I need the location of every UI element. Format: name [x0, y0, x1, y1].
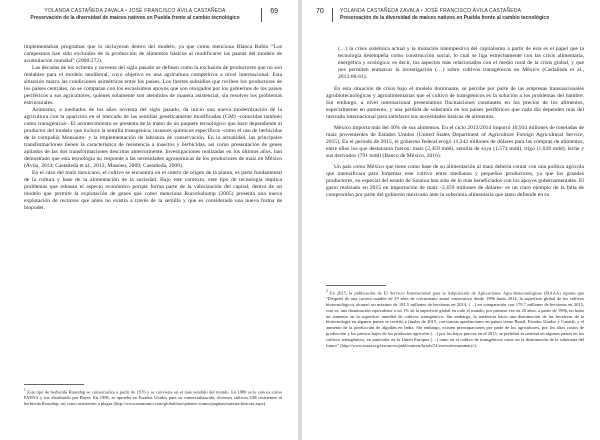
header-subtitle: Preservación de la diversidad de maíces nativos en Puebla frente al cambio tecnológico [340, 15, 550, 21]
left-page-body [24, 44, 282, 212]
paragraph: Asimismo, a mediados de los años noventa del siglo pasado, da inicio una nueva modernización de la agricultura con la aparición en el mercado de las semillas genéticamente modificadas (GM) -conocidas también como transgénicas-. El acontecimiento se presenta de la mano de un paquete tecnológico que hace dependiente al productor del modelo que incluye la semilla transgénica, insumos químicos específicos -como el uso de herbicidas de la compañía Monsanto- y la implementación de labranza de conservación. En la actualidad, las principales transformaciones tienen la característica de resistencia a insectos y herbicidas, así como presentación de genes apilados de las dos transformaciones descritas anteriormente. Investigaciones realizadas en los últimos años, han demostrado que esta tecnología no responde a las necesidades agronómicas de los productores de maíz en México (Ávila, 2014; Castañeda et al., 2013; Massieu, 2009; Castañeda, 2009). [24, 107, 282, 169]
paragraph: En el caso del maíz mexicano, el cultivo se encuentra en el centro de origen de la planta, es parte fundamental de la cultura y base de la alimentación de la sociedad. Bajo este contexto, este tipo de tecnología implica problemas que rebasan el aspecto económico porque forma parte de la valorización del capital, dentro de un modelo que permite la explotación de genes que como menciona Rucorkshump (2005) presenta una nueva explotación de recursos que antes no existía a través de la semilla y que es considerado una nueva forma de biopoder. [24, 170, 282, 211]
page-number: 70 [316, 8, 324, 15]
paragraph: Un país como México que tiene como base de su alimentación al maíz debería contar con una política agrícola que intensificara para fomentar este cultivo entre medianos y pequeños productores, ya que los grandes productores, en especial del estado de Sinaloa han sido de lo más beneficiados con los apoyos gubernamentales. El gasto realizado en 2015 en importación de maíz -2,459 millones de dólares- es un claro ejemplo de la falta de compromiso por parte del gobierno mexicano ante la soberanía alimentaria que tanto defiende en su [326, 164, 584, 198]
footnote-separator [24, 384, 84, 385]
block-quote: (…) la crisis sistémica actual y la mutación intempestiva del capitalismo a partir de ésta es el papel que la tecnología desempeña como construcción social, lo cual se liga estrechamente con las crisis alimentaria, energética y ecológica; es decir, los aspectos más relacionados con el medio rural de la crisis global, y que nos permiten enmarcar la investigación (…) sobre cultivos transgénicos en México (Castañeda et al., 2013:60-61). [338, 46, 584, 80]
header-authors: YOLANDA CASTAÑEDA ZAVALA • JOSÉ FRANCISCO ÁVILA CASTAÑEDA [340, 8, 522, 14]
right-page [302, 0, 600, 440]
paragraph: Las décadas de los ochenta y noventa del siglo pasado se definen como la exclusión de productores que no son rentables para el modelo neoliberal, cuyo objetivo es una agricultura competitiva a nivel internacional. Esta situación marca las condiciones asimétricas entre los países. Los fuertes subsidios que reciben los productores de los países centrales, no se comparan con los escasísimos apoyos que son otorgados por los gobiernos de los países periféricos a sus agricultores, quienes solamente son atendidos de manera asistencial, sin resolver los problemas estructurales. [24, 65, 282, 106]
footnote [326, 289, 584, 348]
header-subtitle: Preservación de la diversidad de maíces nativos en Puebla frente al cambio tecnológico [30, 15, 240, 21]
footnote-separator [326, 285, 386, 286]
page-number: 69 [270, 8, 278, 15]
paragraph: México importa más del 40% de sus alimentos. En el ciclo 2013/2014 importó 10,934 millones de toneladas de maíz provenientes de Estados Unidos (United States Department of Agriculture Foreign Agricultural Service, 2015). En el periodo de 2015, el gobierno federal erogó 11,242 millones de dólares para las compras de alimentos, entre ellos los que destacaron fueron: maíz (2,459 mdd), semilla de soya (1,574 mdd), trigo (1,028 mdd), leche y sus derivados (791 mdd) (Banco de México, 2016). [326, 125, 584, 159]
paragraph: En esta situación de crisis bajo el modelo dominante, se percibe por parte de las empresas transnacionales agrobiotecnológicas y agroalimentarias que el cultivo de transgénicos es la solución a los problemas del hambre. Sin embargo, a nivel internacional presentamos fluctuaciones constantes en los precios de los alimentos, especialmente en aumento, y una pérdida de soberanía en los países periféricos que cada día dependen más del mercado internacional para satisfacer sus necesidades básicas de alimentos. [326, 86, 584, 120]
right-page-body [326, 46, 584, 199]
header-authors: YOLANDA CASTAÑEDA ZAVALA • JOSÉ FRANCISCO ÁVILA CASTAÑEDA [44, 8, 226, 14]
footnote-text: Este tipo de herbicida Roundup se comercializa a partir de 1976 y se convierte en el más vendido del mundo. En 1980 se le conoce como FAENA y fue distribuido por Bayer. En 1996, se aprueba en Estados Unidos para su comercialización, diversos cultivos GM resistentes al herbicida Roundup, así como resistentes a plagas (http://www.monsanto.com/global/mx/quienes-somos/paginas/nuestra-historia.aspx). [24, 389, 282, 407]
header-divider [261, 8, 262, 22]
right-page-header [316, 8, 586, 30]
header-divider [332, 8, 333, 22]
footnote-marker: 2 [326, 289, 328, 293]
paragraph: implementaban programas que lo incluyeran dentro del modelo, ya que como menciona Blanca Rubio “Los campesinos han sido excluidos de la producción de alimentos básicos al modificarse las pautas del modelo de acumulación mundial” (2000:272). [24, 44, 282, 64]
footnote [24, 388, 282, 407]
left-page-header [14, 8, 284, 30]
footnote-text: En 2015, la publicación de El Servicio Internacional para la Adquisición de Aplicaciones Agro-biotecnológicas (ISAAA) reporta que “Después de una carrera notable de 19 años de crecimiento anual consecutivo desde 1996 hasta 2014, la superficie global de los cultivos biotecnológicos alcanzó un máximo de 181.5 millones de hectáreas en 2014, (…) en comparación con 179.7 millones de hectáreas en 2015, esto es, una disminución equivalente a un 1% de la superficie global en todo el mundo; por primera vez en 20 años, a partir de 1996, no hubo un aumento en la superficie mundial de cultivos transgénicos. Sin embargo, la tendencia hacia una disminución de las hectáreas de la biotecnología en algunos países se revirtió a finales de 2015, con nuevas aprobaciones en países como Brasil, Estados Unidos y Canadá, y el aumento de la producción de algodón en India. Sin embargo, existen preocupaciones por parte de los agricultores, por los altos costos de producción y los precios bajos de los productos agrícolas (…) por los bajos precios en el 2015, se prohibió la siembra en algunos países en los cultivos transgénicos, en particular en la Unión Europea (…) tanto en el cultivo de transgénicos como en la disminución de la soberanía del futuro” (http://www.isaaa.org/resources/publications/briefs/51/executivesummary/). [326, 290, 584, 348]
footnote-marker: 1 [24, 388, 26, 392]
left-page [0, 0, 298, 440]
